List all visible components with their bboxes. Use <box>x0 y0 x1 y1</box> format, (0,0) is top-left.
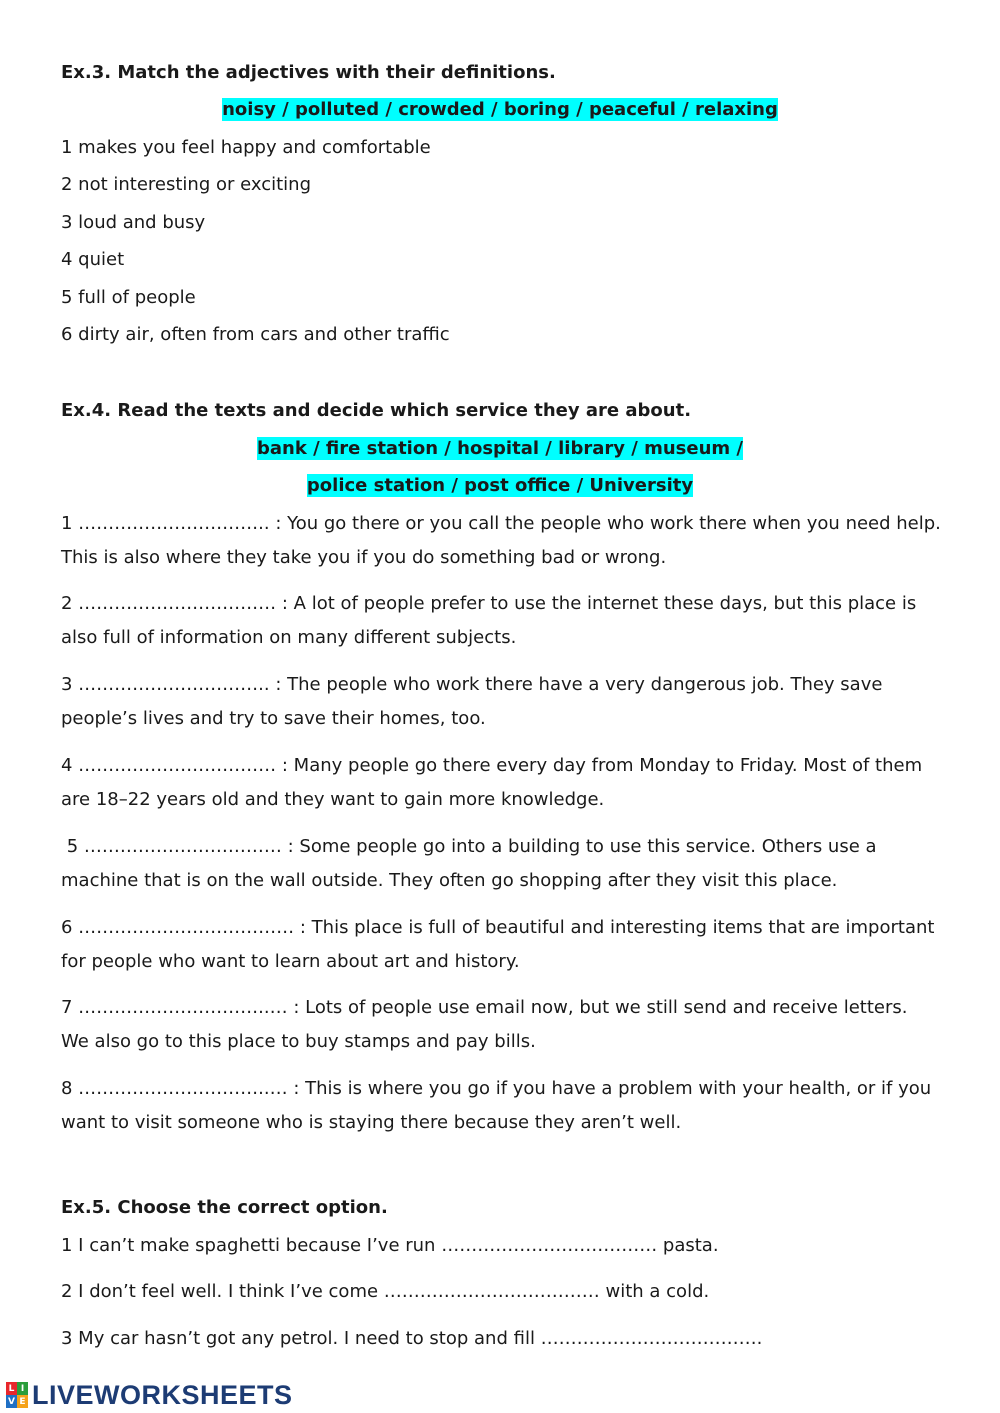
ex5-item-3: 3 My car hasn’t got any petrol. I need to stop and fill ………………………………. <box>61 1328 763 1349</box>
liveworksheets-logo-text: LIVEWORKSHEETS <box>32 1379 293 1410</box>
badge-letter-e: E <box>17 1395 28 1408</box>
ex4-item-3: 3 ………………………….. : The people who work there have a very dangerous job. They save people’s lives and try to save their homes, too. <box>61 674 883 729</box>
badge-letter-i: I <box>17 1382 28 1395</box>
liveworksheets-badge-icon <box>6 1382 28 1408</box>
ex3-word-bank <box>0 99 1000 120</box>
ex4-heading: Ex.4. Read the texts and decide which service they are about. <box>61 400 692 421</box>
badge-letter-v: V <box>6 1395 17 1408</box>
ex4-word-bank-line-1 <box>0 438 1000 459</box>
ex4-item-4: 4 …………………………… : Many people go there every day from Monday to Friday. Most of them are 18–22 years old and they want to gain more knowledge. <box>61 755 923 810</box>
ex3-item-4: 4 quiet <box>61 249 125 270</box>
ex4-item-8: 8 …………………………..… : This is where you go if you have a problem with your health, or if you want to visit someone who is staying there because they aren’t well. <box>61 1078 932 1133</box>
ex4-item-1: 1 ………………………….. : You go there or you call the people who work there when you need help. This is also where they take you if you do something bad or wrong. <box>61 513 941 568</box>
ex3-item-1: 1 makes you feel happy and comfortable <box>61 137 431 158</box>
ex3-item-5: 5 full of people <box>61 287 196 308</box>
ex4-item-7: 7 …………………………..… : Lots of people use email now, but we still send and receive letters. We also go to this place to buy stamps and pay bills. <box>61 997 908 1052</box>
ex4-item-6: 6 ……………………………… : This place is full of beautiful and interesting items that are important for people who want to learn about art and history. <box>61 917 935 972</box>
ex3-item-3: 3 loud and busy <box>61 212 206 233</box>
ex5-heading: Ex.5. Choose the correct option. <box>61 1197 388 1218</box>
ex3-heading: Ex.3. Match the adjectives with their definitions. <box>61 62 556 83</box>
ex3-item-6: 6 dirty air, often from cars and other traffic <box>61 324 450 345</box>
ex5-item-2: 2 I don’t feel well. I think I’ve come ……………………………… with a cold. <box>61 1281 710 1302</box>
ex4-word-bank-line-2 <box>0 475 1000 496</box>
ex5-item-1: 1 I can’t make spaghetti because I’ve run ……………………………… pasta. <box>61 1235 719 1256</box>
ex4-word-bank-text-1: bank / fire station / hospital / library / museum / <box>257 438 743 459</box>
badge-letter-l: L <box>6 1382 17 1395</box>
ex4-item-2: 2 …………………………… : A lot of people prefer to use the internet these days, but this place is also full of information on many different subjects. <box>61 593 917 648</box>
ex3-word-bank-text: noisy / polluted / crowded / boring / peaceful / relaxing <box>222 99 778 120</box>
ex4-word-bank-text-2: police station / post office / University <box>306 475 694 496</box>
liveworksheets-logo[interactable] <box>6 1380 293 1410</box>
ex3-item-2: 2 not interesting or exciting <box>61 174 312 195</box>
ex4-item-5: 5 …………………………… : Some people go into a building to use this service. Others use a machine that is on the wall outside. They often go shopping after they visit this place. <box>61 836 883 891</box>
